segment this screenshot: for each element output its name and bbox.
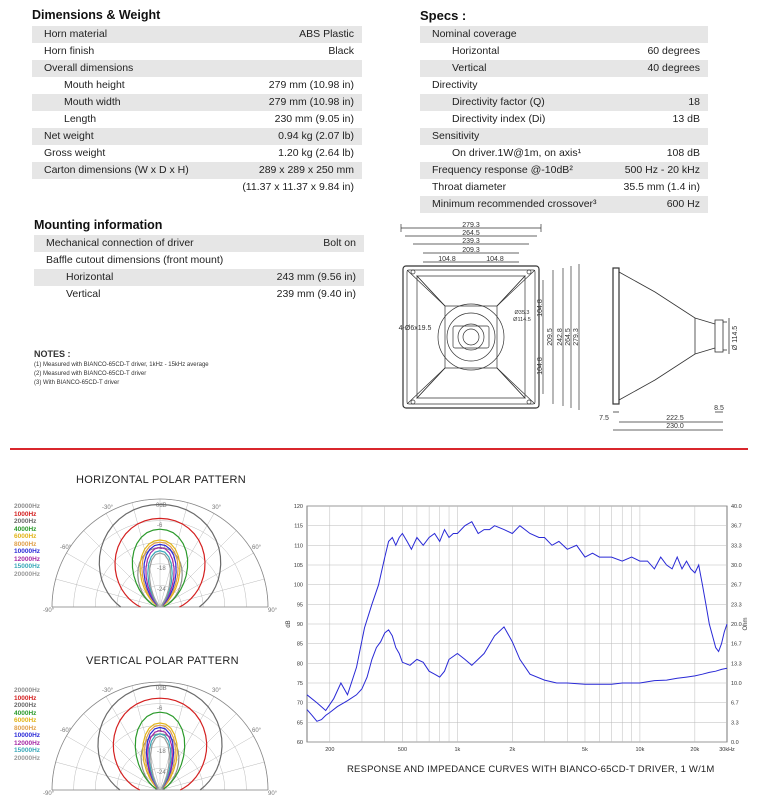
polar-axis-label: 90° <box>268 791 278 797</box>
polar-axis-label: 0dB <box>156 686 167 692</box>
row-label: Minimum recommended crossover³ <box>432 198 597 210</box>
polar-axis-label: -18 <box>157 566 166 572</box>
y2-tick-label: 0.0 <box>731 740 739 746</box>
note-item: (2) Measured with BIANCO-65CD-T driver <box>34 371 147 377</box>
polar-legend-horizontal <box>14 503 40 578</box>
polar-axis-label: -12 <box>157 728 166 734</box>
legend-item: 15000Hz <box>14 747 41 754</box>
row-label: Horizontal <box>452 45 500 57</box>
table-row <box>32 94 362 111</box>
row-label: Directivity factor (Q) <box>452 96 545 108</box>
y-tick-label: 80 <box>296 661 303 668</box>
dim-label: 279.3 <box>462 222 480 229</box>
legend-item: 1000Hz <box>14 694 37 702</box>
notes-title: NOTES : <box>34 349 71 359</box>
y-tick-label: 100 <box>293 582 303 589</box>
legend-item: 4000Hz <box>14 709 37 717</box>
table-row <box>34 235 364 252</box>
y-tick-label: 95 <box>296 602 303 609</box>
row-label: Horizontal <box>66 271 114 283</box>
table-row <box>420 60 708 77</box>
y-tick-label: 65 <box>296 720 303 727</box>
table-row <box>32 128 362 145</box>
y-tick-label: 105 <box>293 563 303 569</box>
dimensions-table <box>32 26 362 196</box>
table-row <box>32 60 362 77</box>
x-tick-label: 2k <box>509 747 516 753</box>
row-value: 289 x 289 x 250 mm <box>258 164 354 176</box>
row-label: Mechanical connection of driver <box>46 237 194 249</box>
polar-axis-label: 60° <box>252 545 262 551</box>
vertical-polar-title: VERTICAL POLAR PATTERN <box>86 655 239 667</box>
table-row <box>420 111 708 128</box>
dim-label: 4-Ø6x19.5 <box>398 325 432 332</box>
table-row <box>420 43 708 60</box>
row-value: 500 Hz - 20 kHz <box>624 164 700 176</box>
legend-item: 20000Hz <box>14 503 41 510</box>
row-label: Directivity <box>432 79 478 91</box>
legend-item: 12000Hz <box>14 739 41 747</box>
x-tick-label: 10k <box>635 747 645 753</box>
row-value: 108 dB <box>666 147 700 159</box>
note-item: (3) With BIANCO-65CD-T driver <box>34 380 120 386</box>
row-label: Baffle cutout dimensions (front mount) <box>46 254 224 266</box>
y2-tick-label: 36.7 <box>731 523 742 530</box>
row-label: Throat diameter <box>432 181 507 193</box>
legend-item: 8000Hz <box>14 540 37 548</box>
row-label: Net weight <box>44 130 94 142</box>
row-value: (11.37 x 11.37 x 9.84 in) <box>242 181 354 193</box>
row-value: 600 Hz <box>666 198 700 210</box>
table-row <box>32 162 362 179</box>
dim-label: 222.5 <box>666 415 684 422</box>
polar-axis-label: -24 <box>157 770 166 776</box>
dim-label: Ø114.5 <box>513 317 531 323</box>
row-value: 40 degrees <box>647 62 700 74</box>
row-label: Horn finish <box>44 45 95 57</box>
legend-item: 6000Hz <box>14 533 37 540</box>
dim-label: Ø35.3 <box>514 310 530 316</box>
dim-label: Ø 114.5 <box>732 325 739 351</box>
x-tick-label: 30kHz <box>719 747 735 753</box>
row-label: Nominal coverage <box>432 28 517 40</box>
table-row <box>32 43 362 60</box>
row-value: Black <box>328 45 354 57</box>
row-value: 230 mm (9.05 in) <box>274 113 354 125</box>
specs-table <box>420 26 708 213</box>
y2-tick-label: 26.7 <box>731 582 742 589</box>
polar-axis-label: 90° <box>268 608 278 614</box>
legend-item: 20000Hz <box>14 570 41 578</box>
legend-item: 20000Hz <box>14 687 41 694</box>
y-tick-label: 70 <box>296 700 303 707</box>
table-row <box>420 162 708 179</box>
dim-label: 104.8 <box>537 299 544 317</box>
legend-item: 6000Hz <box>14 717 37 724</box>
polar-legend-vertical <box>14 687 40 762</box>
polar-axis-label: -30° <box>102 688 114 694</box>
row-value: 243 mm (9.56 in) <box>276 271 356 283</box>
polar-axis-label: -6 <box>157 523 163 529</box>
table-row <box>32 26 362 43</box>
x-tick-label: 200 <box>325 747 335 753</box>
polar-axis-label: -30° <box>102 505 114 511</box>
table-row <box>32 179 362 196</box>
x-tick-label: 20k <box>690 747 700 753</box>
row-value: ABS Plastic <box>299 28 354 40</box>
table-row <box>32 145 362 162</box>
row-label: Frequency response @-10dB² <box>432 164 573 176</box>
y2-tick-label: 33.3 <box>731 543 742 550</box>
dim-label: 242.8 <box>557 328 564 346</box>
row-label: Length <box>64 113 97 125</box>
row-value: 239 mm (9.40 in) <box>276 288 356 300</box>
polar-axis-label: 0dB <box>156 503 167 509</box>
row-value: 279 mm (10.98 in) <box>268 96 354 108</box>
dim-label: 104.8 <box>438 256 456 263</box>
polar-axis-label: -90° <box>43 791 55 797</box>
row-value: 13 dB <box>672 113 700 125</box>
side-view-drawing <box>595 262 745 437</box>
row-label: Mouth width <box>64 96 121 108</box>
response-chart <box>280 498 755 778</box>
dim-label: 7.5 <box>599 415 609 422</box>
dim-label: 104.8 <box>486 256 504 263</box>
dim-label: 209.5 <box>547 328 554 346</box>
polar-axis-label: 60° <box>252 728 262 734</box>
dim-label: 209.3 <box>462 247 480 254</box>
mounting-table <box>34 235 364 303</box>
y2-tick-label: 23.3 <box>731 602 742 609</box>
table-row <box>420 26 708 43</box>
legend-item: 10000Hz <box>14 548 41 555</box>
y-axis-label: dB <box>286 620 292 628</box>
polar-axis-label: -12 <box>157 545 166 551</box>
legend-item: 10000Hz <box>14 732 41 739</box>
y2-tick-label: 30.0 <box>731 563 742 569</box>
y-tick-label: 60 <box>296 740 303 746</box>
row-label: Directivity index (Di) <box>452 113 546 125</box>
table-row <box>34 269 364 286</box>
y2-tick-label: 20.0 <box>731 622 742 628</box>
table-row <box>420 77 708 94</box>
table-row <box>34 286 364 303</box>
polar-axis-label: -90° <box>43 608 55 614</box>
chart-title: RESPONSE AND IMPEDANCE CURVES WITH BIANCO-65CD-T DRIVER, 1 W/1M <box>347 764 715 775</box>
polar-axis-label: -24 <box>157 587 166 593</box>
y-tick-label: 115 <box>294 523 303 530</box>
y-tick-label: 85 <box>296 641 303 648</box>
legend-item: 1000Hz <box>14 510 37 518</box>
mounting-title: Mounting information <box>34 218 163 232</box>
polar-axis-label: -6 <box>157 706 163 712</box>
front-view-drawing <box>393 220 593 425</box>
row-label: Gross weight <box>44 147 106 159</box>
polar-axis-label: -60° <box>60 728 72 734</box>
dim-label: 279.3 <box>573 328 580 346</box>
specs-title: Specs : <box>420 8 467 23</box>
table-row <box>420 94 708 111</box>
dim-label: 264.5 <box>462 230 480 237</box>
legend-item: 8000Hz <box>14 724 37 732</box>
legend-item: 20000Hz <box>14 754 41 762</box>
polar-axis-label: -18 <box>157 749 166 755</box>
x-tick-label: 1k <box>454 747 461 753</box>
y2-tick-label: 6.7 <box>731 700 739 707</box>
x-tick-label: 500 <box>397 747 408 753</box>
legend-item: 2000Hz <box>14 702 37 709</box>
dim-label: 230.0 <box>666 423 684 430</box>
row-label: Mouth height <box>64 79 125 91</box>
row-value: 18 <box>688 96 700 108</box>
legend-item: 4000Hz <box>14 525 37 533</box>
row-label: Carton dimensions (W x D x H) <box>44 164 189 176</box>
table-row <box>32 77 362 94</box>
table-row <box>34 252 364 269</box>
legend-item: 2000Hz <box>14 518 37 525</box>
note-item: (1) Measured with BIANCO-65CD-T driver, 1kHz - 15kHz average <box>34 362 209 368</box>
notes <box>34 350 209 388</box>
legend-item: 15000Hz <box>14 563 41 570</box>
horizontal-polar-plot <box>40 490 280 615</box>
row-label: Vertical <box>66 288 101 300</box>
polar-axis-label: 30° <box>212 505 222 511</box>
y2-axis-label: Ohm <box>743 617 749 631</box>
row-value: 279 mm (10.98 in) <box>268 79 354 91</box>
y-tick-label: 90 <box>296 622 303 628</box>
y-tick-label: 120 <box>293 504 303 510</box>
table-row <box>420 179 708 196</box>
polar-axis-label: 30° <box>212 688 222 694</box>
x-tick-label: 5k <box>582 747 588 753</box>
y2-tick-label: 10.0 <box>731 681 742 687</box>
table-row <box>420 145 708 162</box>
section-divider <box>10 448 748 450</box>
row-value: 35.5 mm (1.4 in) <box>623 181 700 193</box>
row-label: On driver.1W@1m, on axis¹ <box>452 147 582 159</box>
y2-tick-label: 16.7 <box>731 641 742 648</box>
legend-item: 12000Hz <box>14 555 41 563</box>
y2-tick-label: 13.3 <box>731 661 742 668</box>
table-row <box>420 196 708 213</box>
polar-axis-label: -60° <box>60 545 72 551</box>
row-value: 0.94 kg (2.07 lb) <box>278 130 354 142</box>
row-label: Horn material <box>44 28 108 40</box>
dim-label: 239.3 <box>462 238 480 245</box>
table-row <box>32 111 362 128</box>
row-value: 60 degrees <box>647 45 700 57</box>
row-label: Vertical <box>452 62 487 74</box>
row-label: Sensitivity <box>432 130 480 142</box>
y2-tick-label: 40.0 <box>731 504 742 510</box>
row-value: 1.20 kg (2.64 lb) <box>278 147 354 159</box>
y-tick-label: 75 <box>296 681 303 687</box>
dimensions-title: Dimensions & Weight <box>32 8 161 22</box>
horizontal-polar-title: HORIZONTAL POLAR PATTERN <box>76 474 246 486</box>
row-value: Bolt on <box>323 237 356 249</box>
vertical-polar-plot <box>40 673 280 798</box>
y-tick-label: 110 <box>294 543 303 550</box>
row-label: Overall dimensions <box>44 62 134 74</box>
dim-label: 104.8 <box>537 357 544 375</box>
table-row <box>420 128 708 145</box>
y2-tick-label: 3.3 <box>731 720 739 727</box>
dim-label: 8.5 <box>714 405 724 412</box>
dim-label: 264.5 <box>565 328 572 346</box>
